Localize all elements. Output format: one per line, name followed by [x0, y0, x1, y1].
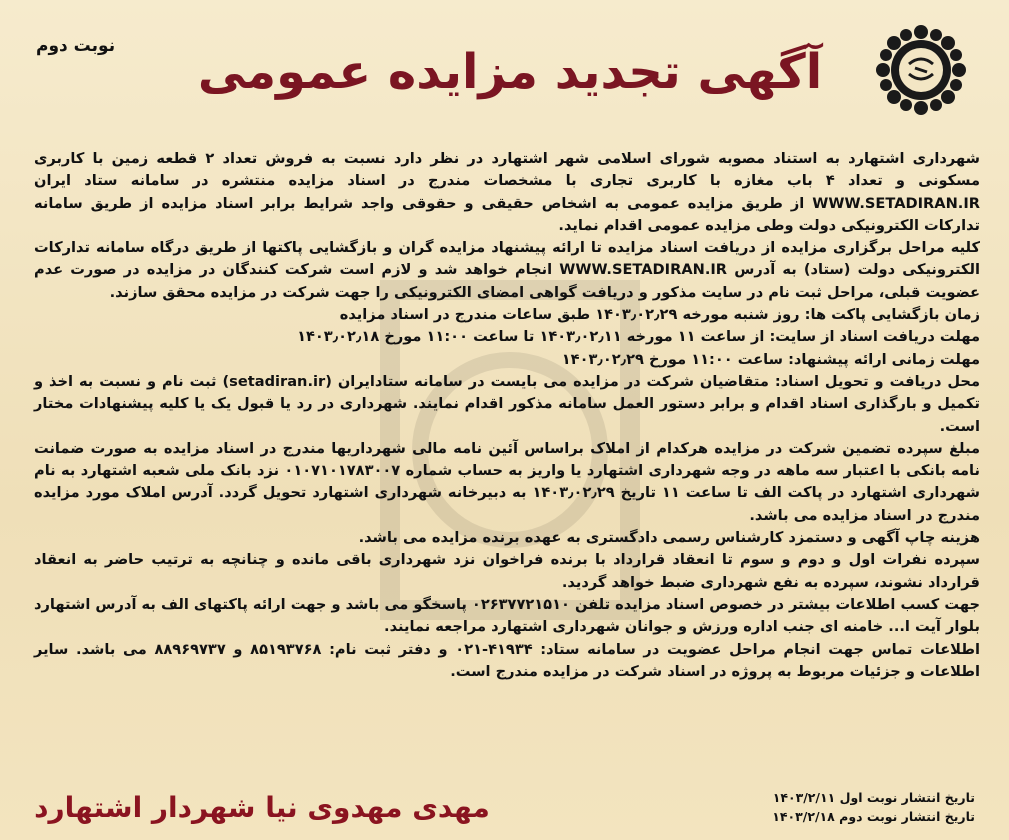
paragraph: محل دریافت و تحویل اسناد: متقاضیان شرکت در مزایده می بایست در سامانه ستادایران (setadiran.ir) ثبت نام و نسبت به اخذ و تکمیل و بارگذاری اسناد اقدام و برابر دستور العمل سامانه مذکور اقدام نمایند. شهرداری در رد یا قبول یک یا کلیه پیشنهادات مختار است. — [34, 372, 980, 435]
paragraph: زمان بازگشایی پاکت ها: روز شنبه مورخه ۱۴۰۳٫۰۲٫۲۹ طبق ساعات مندرج در اسناد مزایده — [339, 306, 980, 324]
paragraph: هزینه چاپ آگهی و دستمزد کارشناس رسمی دادگستری به عهده برنده مزایده می باشد. — [358, 529, 980, 547]
second-publication-date: تاریخ انتشار نوبت دوم ۱۴۰۳/۲/۱۸ — [772, 809, 975, 824]
paragraph: مهلت زمانی ارائه پیشنهاد: ساعت ۱۱:۰۰ مورخ ۱۴۰۳٫۰۲٫۲۹ — [561, 350, 980, 368]
publication-dates — [772, 788, 975, 826]
paragraph: شهرداری اشتهارد به استناد مصوبه شورای اسلامی شهر اشتهارد در نظر دارد نسبت به فروش تعداد ۲ قطعه زمین با کاربری مسکونی و تعداد ۴ باب مغازه با کاربری تجاری با مشخصات مندرج در اسناد مزایده منتشره در سامانه ستاد ایران WWW.SETADIRAN.IR از طریق مزایده عمومی به اشخاص حقیقی و حقوقی واجد شرایط برابر اسناد مزایده از طریق سامانه تدارکات الکترونیکی دولت وطی مزایده عمومی اقدام نماید. — [34, 150, 980, 234]
first-publication-date: تاریخ انتشار نوبت اول ۱۴۰۳/۲/۱۱ — [772, 790, 975, 805]
paragraph: مهلت دریافت اسناد از سایت: از ساعت ۱۱ مورخه ۱۴۰۳٫۰۲٫۱۱ تا ساعت ۱۱:۰۰ مورخ ۱۴۰۳٫۰۲٫۱۸ — [297, 328, 980, 346]
mayor-signature: مهدی مهدوی نیا شهردار اشتهارد — [34, 791, 490, 824]
paragraph: اطلاعات تماس جهت انجام مراحل عضویت در سامانه ستاد: ۴۱۹۳۴-۰۲۱ و دفتر ثبت نام: ۸۵۱۹۳۷۶۸ و ۸۸۹۶۹۷۳۷ می باشد. سایر اطلاعات و جزئیات مربوط به پروژه در اسناد شرکت در مزایده مندرج است. — [34, 640, 981, 680]
round-label: نوبت دوم — [36, 36, 116, 56]
page-title: آگهی تجدید مزایده عمومی — [197, 44, 823, 100]
paragraph: جهت کسب اطلاعات بیشتر در خصوص اسناد مزایده تلفن ۰۲۶۳۷۷۲۱۵۱۰ پاسخگو می باشد و جهت ارائه پاکتهای الف به آدرس اشتهارد بلوار آیت ا... خامنه ای جنب اداره ورزش و جوانان شهرداری اشتهارد مراجعه نمایند. — [34, 595, 980, 636]
paragraph: سپرده نفرات اول و دوم و سوم تا انعقاد قرارداد با برنده فراخوان نزد شهرداری باقی مانده و چنانچه به ترتیب حاضر به انعقاد قرارداد نشوند، سپرده به نفع شهرداری ضبط خواهد گردید. — [34, 551, 980, 591]
paragraph: کلیه مراحل برگزاری مزایده از دریافت اسناد مزایده تا ارائه پیشنهاد مزایده گران و بازگشایی پاکتها از طریق درگاه سامانه تدارکات الکترونیکی دولت (ستاد) به آدرس WWW.SETADIRAN.IR انجام خواهد شد و لازم است شرکت کنندگان در مزایده در صورت عدم عضویت قبلی، مراحل ثبت نام در سایت مذکور و دریافت گواهی امضای الکترونیکی را جهت شرکت در مزایده محقق سازند. — [34, 239, 980, 301]
paragraph: مبلغ سپرده تضمین شرکت در مزایده هرکدام از املاک براساس آئین نامه مالی شهرداریها مندرج در اسناد مزایده به صورت ضمانت نامه بانکی با اعتبار سه ماهه در وجه شهرداری اشتهارد یا واریز به حساب شماره ۰۱۰۷۱۰۱۷۸۳۰۰۷ نزد بانک ملی شعبه اشتهارد به نام شهرداری اشتهارد در پاکت الف تا ساعت ۱۱ تاریخ ۱۴۰۳٫۰۲٫۲۹ به دبیرخانه شهرداری اشتهارد تحویل گردد. آدرس املاک مورد مزایده مندرج در اسناد مزایده می باشد. — [34, 439, 980, 524]
notice-body — [34, 148, 980, 683]
municipality-emblem-icon — [875, 24, 967, 116]
